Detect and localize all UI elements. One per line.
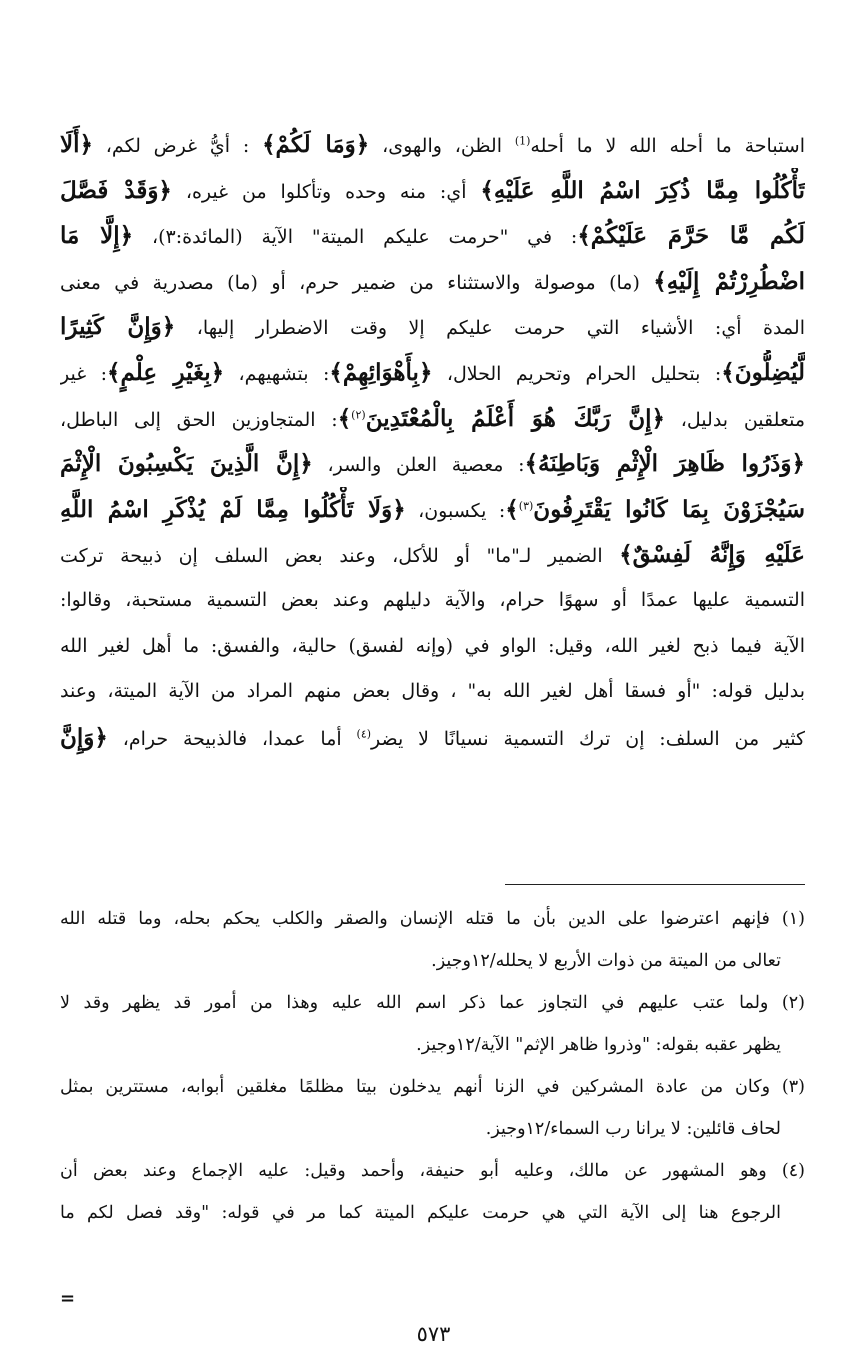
footnote-ref: (٣) <box>518 499 534 513</box>
footnote-ref: (٢) <box>351 408 366 422</box>
quran-quote: ﴿إِلَّا مَا <box>60 222 134 250</box>
text-line <box>60 259 805 305</box>
footnote-ref: (1) <box>514 134 531 148</box>
text-line <box>60 624 805 670</box>
text-line <box>60 304 805 350</box>
page-number: ٥٧٣ <box>416 1322 451 1346</box>
text-line <box>60 350 805 396</box>
commentary-text: كثير من السلف: إن ترك التسمية نسيانًا لا يضر <box>371 727 805 750</box>
footnote-line: (٢) ولما عتب عليهم في التجاوز عما ذكر اسم الله عليه وهذا من أمور قد يظهر وقد لا <box>60 993 805 1013</box>
footnote-line: (٤) وهو المشهور عن مالك، وعليه أبو حنيفة، وأحمد وقيل: عليه الإجماع وعند بعض أن <box>60 1161 805 1181</box>
quran-quote: ﴿وَمَا لَكُمْ﴾ <box>262 131 370 158</box>
commentary-text: : المتجاوزين الحق إلى الباطل، <box>60 408 338 431</box>
footnote-line: لحاف قائلين: لا يرانا رب السماء/١٢وجيز. <box>485 1119 781 1139</box>
commentary-text: : بتشهيهم، <box>224 362 330 385</box>
text-line <box>60 441 805 487</box>
footnote-line: (١) فإنهم اعترضوا على الدين بأن ما قتله الإنسان والصقر والكلب يحكم بحله، وما قتله الله <box>60 909 805 929</box>
commentary-text: : أيُّ غرض لكم، <box>92 135 263 157</box>
commentary-text: : غير <box>60 362 107 385</box>
quran-quote: سَيُجْزَوْنَ بِمَا كَانُوا يَقْتَرِفُونَ <box>533 495 805 523</box>
continuation-mark: = <box>60 1288 76 1309</box>
quran-quote: تَأْكُلُوا مِمَّا ذُكِرَ اسْمُ اللَّهِ عَلَيْهِ﴾ <box>480 176 805 204</box>
quran-quote: ﴿وَإِنَّ كَثِيرًا <box>60 313 176 341</box>
text-line <box>60 578 805 624</box>
commentary-text: أما عمدا، فالذبيحة حرام، <box>107 727 357 750</box>
text-line <box>60 396 805 442</box>
quran-quote: ﴾ <box>505 495 519 523</box>
commentary-text: : في "حرمت عليكم الميتة" الآية (المائدة:٣)، <box>133 226 578 249</box>
commentary-text: الضمير لـ"ما" أو للأكل، وعند بعض السلف إن ذبيحة تركت <box>60 545 620 568</box>
quran-quote: ﴿وَذَرُوا ظَاهِرَ الْإِثْمِ وَبَاطِنَهُ﴾ <box>524 450 805 478</box>
footnote-line: الرجوع هنا إلى الآية التي هي حرمت عليكم الميتة كما مر في قوله: "وقد فصل لكم ما <box>60 1203 781 1223</box>
quran-quote: ﴿بِغَيْرِ عِلْمٍ﴾ <box>106 358 225 386</box>
quran-quote: اضْطُرِرْتُمْ إِلَيْهِ﴾ <box>653 267 805 295</box>
footnote-line: يظهر عقبه بقوله: "وذروا ظاهر الإثم" الآية/١٢وجيز. <box>416 1035 781 1055</box>
text-line <box>60 715 805 761</box>
footnotes <box>60 898 805 1234</box>
text-line <box>60 487 805 533</box>
commentary-text: : يكسبون، <box>405 499 506 522</box>
commentary-text: متعلقين بدليل، <box>665 408 805 431</box>
quran-quote: لَّيُضِلُّونَ﴾ <box>721 358 805 386</box>
quran-quote: ﴿إِنَّ الَّذِينَ يَكْسِبُونَ الْإِثْمَ <box>60 450 313 478</box>
commentary-text: : بتحليل الحرام وتحريم الحلال، <box>432 362 722 385</box>
text-line <box>60 122 805 168</box>
commentary-text: : معصية العلن والسر، <box>312 454 525 477</box>
commentary-text: الآية فيما ذبح لغير الله، وقيل: الواو في (وإنه لفسق) حالية، والفسق: ما أهل لغير الله <box>60 634 805 657</box>
quran-quote: عَلَيْهِ وَإِنَّهُ لَفِسْقٌ﴾ <box>619 541 805 569</box>
footnote-line: تعالى من الميتة من ذوات الأربع لا يحلله/١٢وجيز. <box>431 951 781 971</box>
footnote-line: (٣) وكان من عادة المشركين في الزنا أنهم يدخلون بيتا مظلمًا مغلقين أبوابه، مستترين بمثل <box>60 1077 805 1097</box>
text-line <box>60 168 805 214</box>
quran-quote: ﴿إِنَّ رَبَّكَ هُوَ أَعْلَمُ بِالْمُعْتَدِينَ <box>365 404 666 432</box>
commentary-text: التسمية عليها عمدًا أو سهوًا حرام، والآية دليلهم وعند بعض التسمية مستحبة، وقالوا: <box>60 588 805 611</box>
footnote-ref: (٤) <box>356 727 372 741</box>
quran-quote: ﴿وَقَدْ فَصَّلَ <box>60 176 172 204</box>
text-line <box>60 532 805 578</box>
commentary-text: بدليل قوله: "أو فسقا أهل لغير الله به" ، وقال بعض منهم المراد من الآية الميتة، وعند <box>60 680 805 703</box>
commentary-text: المدة أي: الأشياء التي حرمت عليكم إلا وقت الاضطرار إليها، <box>175 317 805 340</box>
text-line <box>60 213 805 259</box>
commentary-text: (ما) موصولة والاستثناء من ضمير حرم، أو (ما) مصدرية في معنى <box>60 271 654 294</box>
footnote-separator <box>505 884 805 885</box>
quran-quote: ﴿وَإِنَّ <box>60 723 108 751</box>
quran-quote: ﴿أَلَا <box>60 131 93 158</box>
commentary-text: الظن، والهوى، <box>369 135 515 157</box>
main-text <box>60 122 805 760</box>
commentary-text: أي: منه وحده وتأكلوا من غيره، <box>171 180 481 203</box>
quran-quote: ﴾ <box>337 404 352 432</box>
commentary-text: استباحة ما أحله الله لا ما أحله <box>530 135 805 157</box>
quran-quote: ﴿وَلَا تَأْكُلُوا مِمَّا لَمْ يُذْكَرِ اسْمُ اللَّهِ <box>60 495 406 523</box>
quran-quote: لَكُم مَّا حَرَّمَ عَلَيْكُمْ﴾ <box>577 222 805 250</box>
text-line <box>60 669 805 715</box>
quran-quote: ﴿بِأَهْوَائِهِمْ﴾ <box>329 358 433 386</box>
